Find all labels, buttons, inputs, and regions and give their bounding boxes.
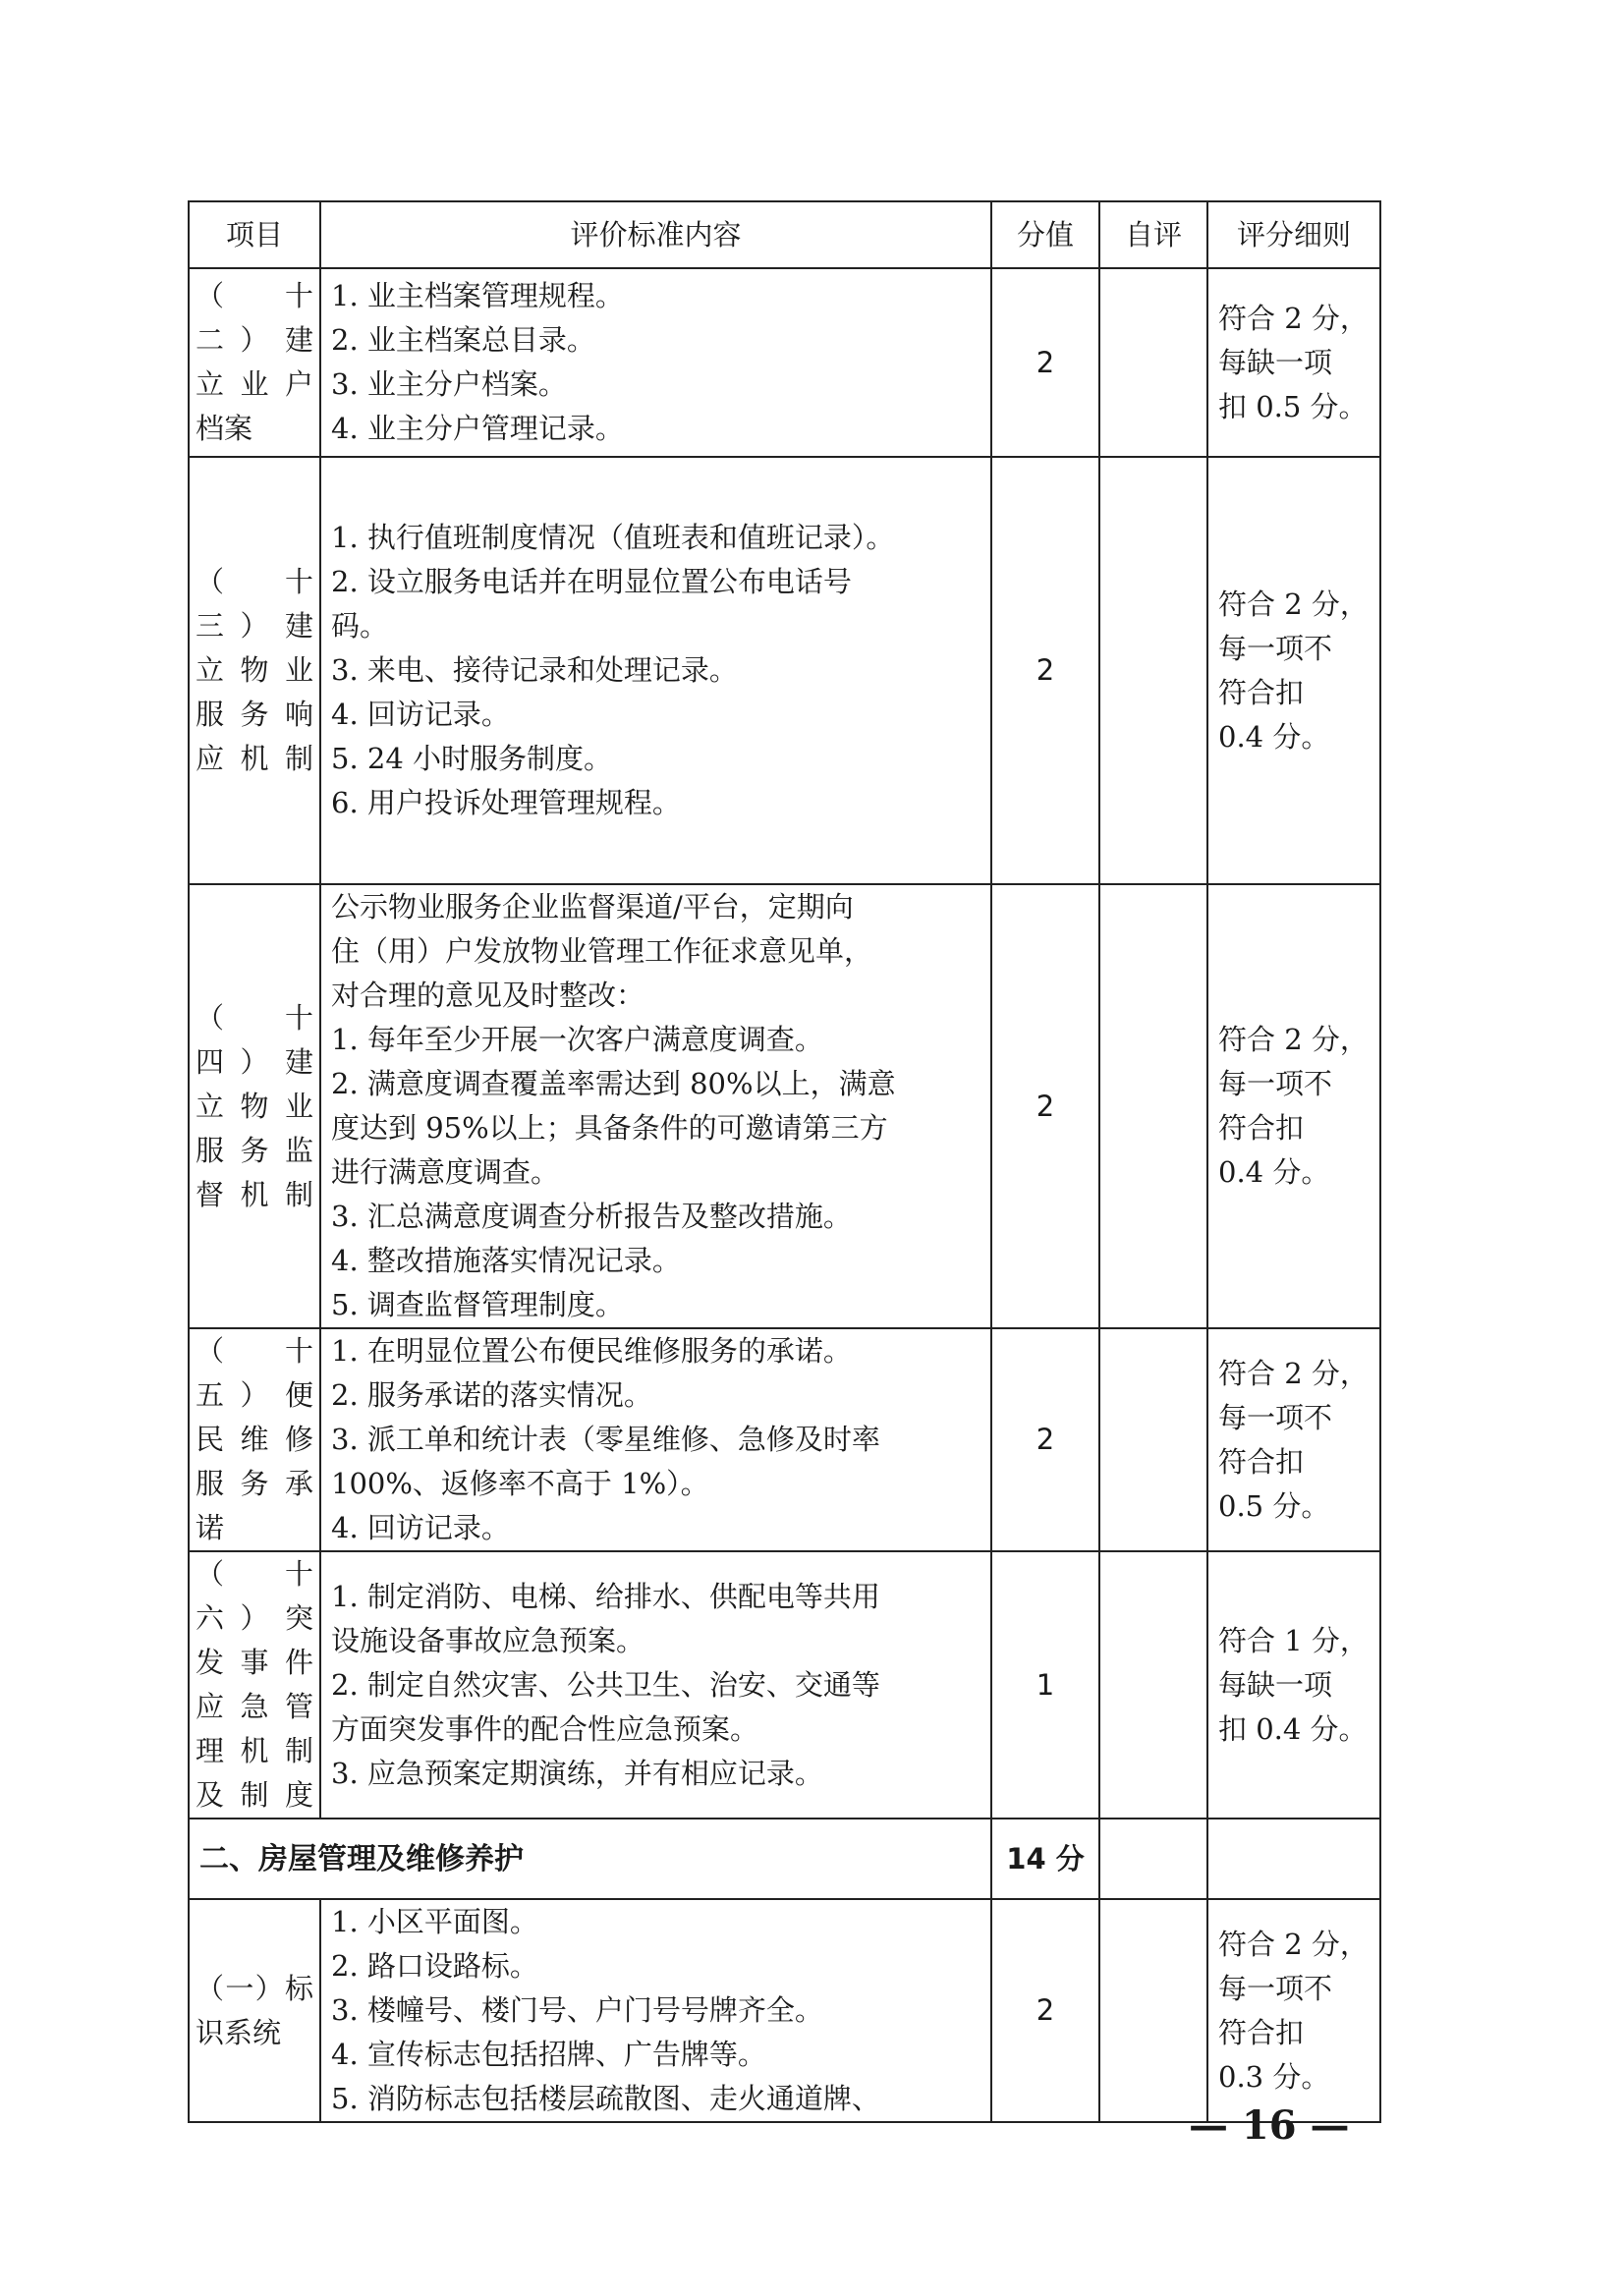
item-line: 二）建 bbox=[196, 323, 313, 357]
table-row bbox=[189, 1328, 1380, 1551]
content-line: 3. 楼幢号、楼门号、户门号号牌齐全。 bbox=[331, 1993, 823, 2027]
item-line: 档案 bbox=[196, 412, 253, 445]
detail-line: 每缺一项 bbox=[1218, 345, 1333, 379]
detail-cell bbox=[1207, 268, 1380, 457]
detail-line: 每一项不 bbox=[1218, 1067, 1333, 1100]
item-line: 应急管 bbox=[196, 1690, 313, 1723]
detail-line: 符合 1 分， bbox=[1218, 1623, 1369, 1657]
detail-line: 每一项不 bbox=[1218, 1971, 1333, 2005]
content-line: 1. 在明显位置公布便民维修服务的承诺。 bbox=[331, 1334, 852, 1368]
content-line: 设施设备事故应急预案。 bbox=[331, 1623, 645, 1657]
content-cell bbox=[320, 1328, 991, 1551]
detail-cell bbox=[1207, 1899, 1380, 2122]
item-line: 四）建 bbox=[196, 1044, 313, 1079]
detail-line: 每一项不 bbox=[1218, 631, 1333, 665]
item-line: （一）标 bbox=[196, 1971, 313, 2005]
item-line: 诺 bbox=[196, 1511, 225, 1544]
detail-line: 符合扣 bbox=[1218, 1444, 1305, 1479]
self-eval-cell[interactable] bbox=[1099, 884, 1207, 1328]
item-cell bbox=[189, 1328, 320, 1551]
table-header-row bbox=[189, 201, 1380, 268]
content-line: 1. 业主档案管理规程。 bbox=[331, 279, 624, 312]
table-row bbox=[189, 457, 1380, 884]
content-line: 对合理的意见及时整改： bbox=[331, 979, 645, 1012]
content-line: 4. 整改措施落实情况记录。 bbox=[331, 1244, 681, 1277]
evaluation-table bbox=[188, 200, 1381, 2123]
item-line: 识系统 bbox=[196, 2015, 282, 2049]
self-eval-cell[interactable] bbox=[1099, 1819, 1207, 1899]
content-line: 码。 bbox=[331, 609, 389, 643]
item-cell bbox=[189, 884, 320, 1328]
item-line: （ 十 bbox=[196, 1000, 313, 1035]
item-line: 六）突 bbox=[196, 1601, 313, 1635]
detail-line: 符合扣 bbox=[1218, 2015, 1305, 2049]
content-line: 100%、返修率不高于 1%）。 bbox=[331, 1467, 709, 1500]
item-line: 服务承 bbox=[196, 1467, 313, 1500]
item-line: 理机制 bbox=[196, 1734, 313, 1767]
item-line: （ 十 bbox=[196, 1334, 313, 1368]
content-line: 4. 回访记录。 bbox=[331, 1511, 510, 1544]
content-line: 度达到 95%以上；具备条件的可邀请第三方 bbox=[331, 1111, 888, 1145]
detail-cell bbox=[1207, 457, 1380, 884]
item-line: 服务响 bbox=[196, 698, 313, 731]
content-line: 1. 制定消防、电梯、给排水、供配电等共用 bbox=[331, 1579, 880, 1613]
detail-cell bbox=[1207, 1819, 1380, 1899]
item-cell bbox=[189, 1899, 320, 2122]
table-row bbox=[189, 884, 1380, 1328]
header-score: 分值 bbox=[991, 201, 1099, 268]
table-row bbox=[189, 268, 1380, 457]
detail-line: 扣 0.4 分。 bbox=[1218, 1711, 1368, 1746]
detail-line: 符合扣 bbox=[1218, 675, 1305, 709]
content-line: 2. 服务承诺的落实情况。 bbox=[331, 1378, 652, 1412]
detail-line: 符合扣 bbox=[1218, 1111, 1305, 1145]
item-line: （ 十 bbox=[196, 1557, 313, 1591]
content-line: 5. 24 小时服务制度。 bbox=[331, 742, 613, 775]
table-row bbox=[189, 1899, 1380, 2122]
content-line: 方面突发事件的配合性应急预案。 bbox=[331, 1711, 759, 1746]
content-line: 2. 满意度调查覆盖率需达到 80%以上，满意 bbox=[331, 1067, 896, 1100]
content-line: 进行满意度调查。 bbox=[331, 1155, 560, 1189]
detail-line: 每一项不 bbox=[1218, 1400, 1333, 1434]
section-score: 14 分 bbox=[991, 1819, 1099, 1899]
content-cell bbox=[320, 1551, 991, 1819]
content-cell bbox=[320, 457, 991, 884]
item-line: 立业户 bbox=[196, 367, 313, 401]
item-cell bbox=[189, 268, 320, 457]
content-line: 5. 消防标志包括楼层疏散图、走火通道牌、 bbox=[331, 2082, 880, 2115]
content-line: 2. 制定自然灾害、公共卫生、治安、交通等 bbox=[331, 1667, 880, 1702]
item-line: 服务监 bbox=[196, 1133, 313, 1167]
content-line: 1. 每年至少开展一次客户满意度调查。 bbox=[331, 1023, 823, 1056]
detail-line: 每缺一项 bbox=[1218, 1667, 1333, 1702]
score-cell: 2 bbox=[991, 1328, 1099, 1551]
detail-line: 0.4 分。 bbox=[1218, 1155, 1330, 1189]
item-line: 发事件 bbox=[196, 1646, 313, 1679]
detail-line: 符合 2 分， bbox=[1218, 1927, 1369, 1961]
section-row bbox=[189, 1819, 1380, 1899]
content-line: 2. 业主档案总目录。 bbox=[331, 323, 595, 357]
item-line: 督机制 bbox=[196, 1177, 313, 1211]
content-line: 3. 业主分户档案。 bbox=[331, 367, 567, 401]
header-detail: 评分细则 bbox=[1207, 201, 1380, 268]
content-line: 住（用）户发放物业管理工作征求意见单， bbox=[331, 934, 873, 968]
header-content: 评价标准内容 bbox=[320, 201, 991, 268]
score-cell: 2 bbox=[991, 1899, 1099, 2122]
content-line: 3. 来电、接待记录和处理记录。 bbox=[331, 653, 738, 687]
score-cell: 1 bbox=[991, 1551, 1099, 1819]
item-line: 及制度 bbox=[196, 1778, 313, 1812]
section-title: 二、房屋管理及维修养护 bbox=[189, 1819, 991, 1899]
item-line: 立物业 bbox=[196, 1089, 313, 1123]
self-eval-cell[interactable] bbox=[1099, 1551, 1207, 1819]
table-row bbox=[189, 1551, 1380, 1819]
detail-cell bbox=[1207, 1551, 1380, 1819]
content-cell bbox=[320, 268, 991, 457]
content-line: 3. 应急预案定期演练，并有相应记录。 bbox=[331, 1756, 823, 1790]
content-line: 4. 业主分户管理记录。 bbox=[331, 412, 624, 445]
item-line: 民维修 bbox=[196, 1423, 313, 1456]
content-line: 5. 调查监督管理制度。 bbox=[331, 1288, 624, 1321]
detail-cell bbox=[1207, 1328, 1380, 1551]
detail-line: 符合 2 分， bbox=[1218, 587, 1369, 621]
score-cell: 2 bbox=[991, 268, 1099, 457]
content-line: 6. 用户投诉处理管理规程。 bbox=[331, 786, 681, 819]
item-line: 立物业 bbox=[196, 653, 313, 687]
content-line: 公示物业服务企业监督渠道/平台，定期向 bbox=[331, 890, 854, 924]
self-eval-cell[interactable] bbox=[1099, 268, 1207, 457]
header-item: 项目 bbox=[189, 201, 320, 268]
content-cell bbox=[320, 884, 991, 1328]
page-number: — 16 — bbox=[1189, 2102, 1350, 2149]
content-line: 4. 回访记录。 bbox=[331, 698, 510, 731]
self-eval-cell[interactable] bbox=[1099, 1899, 1207, 2122]
detail-line: 扣 0.5 分。 bbox=[1218, 389, 1368, 423]
self-eval-cell[interactable] bbox=[1099, 1328, 1207, 1551]
detail-cell bbox=[1207, 884, 1380, 1328]
score-cell: 2 bbox=[991, 457, 1099, 884]
detail-line: 0.5 分。 bbox=[1218, 1488, 1330, 1523]
content-line: 3. 派工单和统计表（零星维修、急修及时率 bbox=[331, 1423, 880, 1456]
score-cell: 2 bbox=[991, 884, 1099, 1328]
header-self-eval: 自评 bbox=[1099, 201, 1207, 268]
item-cell bbox=[189, 457, 320, 884]
item-line: （ 十 bbox=[196, 565, 313, 598]
item-line: 五）便 bbox=[196, 1378, 313, 1412]
content-line: 1. 执行值班制度情况（值班表和值班记录）。 bbox=[331, 521, 895, 554]
item-line: 三）建 bbox=[196, 609, 313, 643]
detail-line: 符合 2 分， bbox=[1218, 1356, 1369, 1390]
content-line: 4. 宣传标志包括招牌、广告牌等。 bbox=[331, 2038, 766, 2071]
item-cell bbox=[189, 1551, 320, 1819]
detail-line: 0.3 分。 bbox=[1218, 2059, 1330, 2094]
detail-line: 0.4 分。 bbox=[1218, 719, 1330, 754]
content-line: 1. 小区平面图。 bbox=[331, 1905, 538, 1938]
detail-line: 符合 2 分， bbox=[1218, 301, 1369, 335]
item-line: （ 十 bbox=[196, 279, 313, 312]
self-eval-cell[interactable] bbox=[1099, 457, 1207, 884]
content-line: 2. 设立服务电话并在明显位置公布电话号 bbox=[331, 565, 852, 598]
content-cell bbox=[320, 1899, 991, 2122]
detail-line: 符合 2 分， bbox=[1218, 1023, 1369, 1056]
content-line: 3. 汇总满意度调查分析报告及整改措施。 bbox=[331, 1200, 852, 1233]
content-line: 2. 路口设路标。 bbox=[331, 1949, 538, 1983]
item-line: 应机制 bbox=[196, 742, 313, 775]
